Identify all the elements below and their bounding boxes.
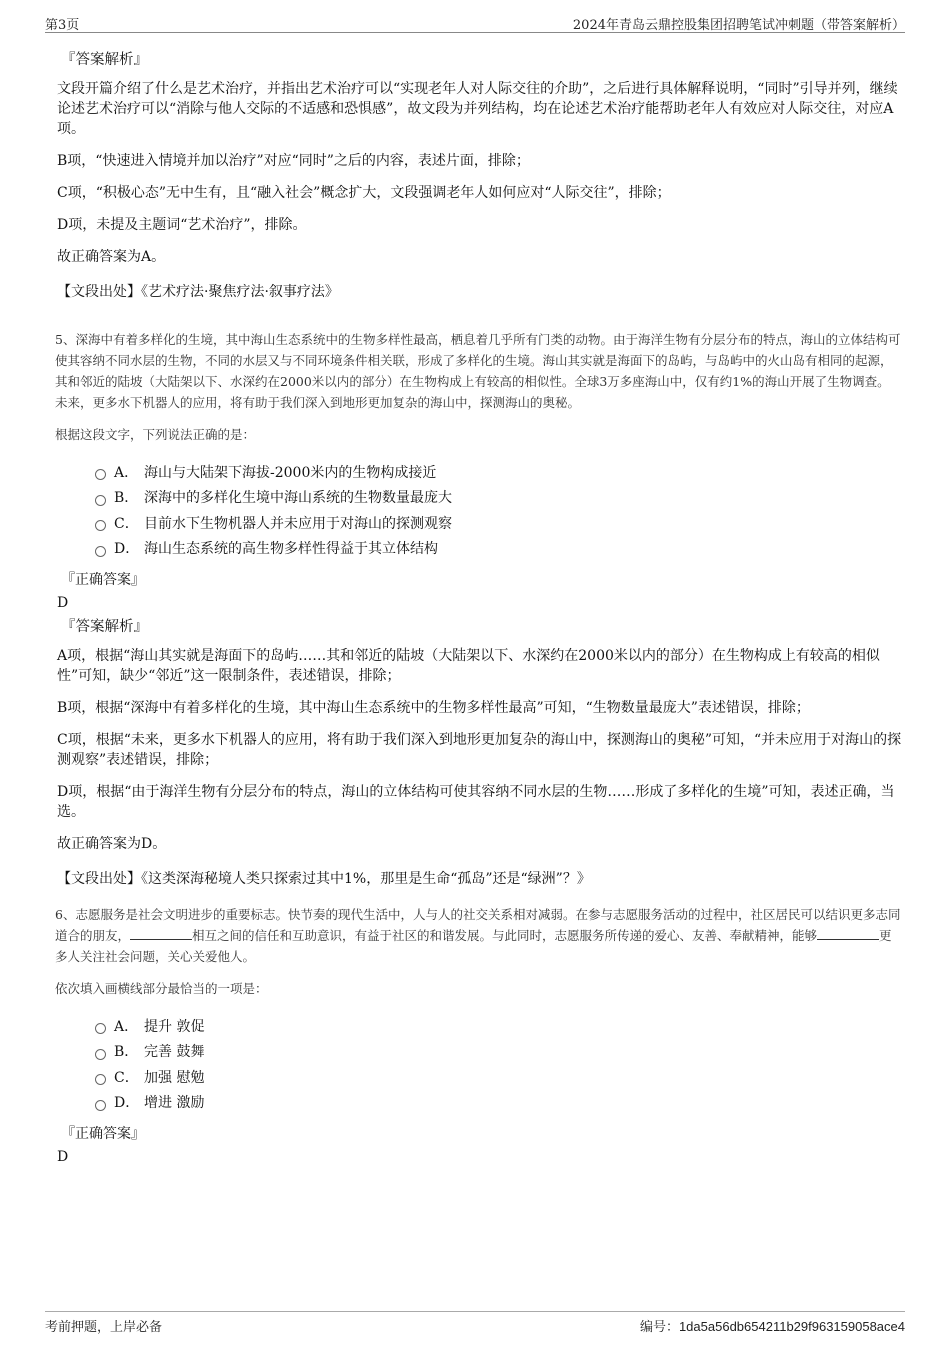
option-c[interactable] <box>95 1064 902 1090</box>
document-title: 2024年青岛云鼎控股集团招聘笔试冲刺题（带答案解析） <box>572 18 905 33</box>
analysis-paragraph: B项，“快速进入情境并加以治疗”对应“同时”之后的内容，表述片面，排除； <box>57 153 530 169</box>
fill-blank <box>130 927 192 940</box>
analysis-paragraph: D项，未提及主题词“艺术治疗”，排除。 <box>57 217 307 233</box>
page-footer <box>45 1311 905 1336</box>
correct-answer-label: 『正确答案』 <box>61 572 145 588</box>
radio-icon[interactable] <box>95 495 106 506</box>
option-text: 完善 鼓舞 <box>144 1044 205 1061</box>
option-letter: B． <box>114 1044 139 1061</box>
option-text: 增进 激励 <box>144 1095 205 1112</box>
option-letter: D． <box>114 1095 140 1112</box>
radio-icon[interactable] <box>95 520 106 531</box>
radio-icon[interactable] <box>95 546 106 557</box>
option-letter: A． <box>114 1018 139 1035</box>
option-text: 目前水下生物机器人并未应用于对海山的探测观察 <box>144 515 452 532</box>
option-c[interactable] <box>95 510 902 536</box>
option-letter: C． <box>114 515 139 532</box>
question-5-text: 5、深海中有着多样化的生境，其中海山生态系统中的生物多样性最高，栖息着几乎所有门类的动物。由于海洋生物有分层分布的特点，海山的立体结构可使其容纳不同水层的生物，不同的水层又与不同环境条件相关联，形成了多样化的生境。海山其实就是海面下的岛屿，与岛屿中的火山岛有相同的起源，其和邻近的陆坡（大陆架以下、水深约在2000米以内的部分）在生物构成上有较高的相似性。全球3万多座海山中，仅有约1%的海山开展了生物调查。未来，更多水下机器人的应用，将有助于我们深入到地形更加复杂的海山中，探测海山的奥秘。 <box>55 332 901 410</box>
option-text: 海山生态系统的高生物多样性得益于其立体结构 <box>144 541 438 558</box>
radio-icon[interactable] <box>95 1100 106 1111</box>
option-letter: B． <box>114 490 139 507</box>
option-d[interactable] <box>95 1090 902 1116</box>
option-text: 加强 慰勉 <box>144 1069 205 1086</box>
analysis-paragraph: C项，根据“未来，更多水下机器人的应用，将有助于我们深入到地形更加复杂的海山中，探测海山的奥秘”可知，“并未应用于对海山的探测观察”表述错误，排除； <box>57 732 902 768</box>
radio-icon[interactable] <box>95 1074 106 1085</box>
footer-slogan: 考前押题，上岸必备 <box>45 1320 163 1335</box>
radio-icon[interactable] <box>95 469 106 480</box>
option-letter: C． <box>114 1069 139 1086</box>
correct-answer-value: D <box>57 1149 69 1165</box>
radio-icon[interactable] <box>95 1049 106 1060</box>
correct-answer-label: 『正确答案』 <box>61 1126 145 1142</box>
page-header <box>45 10 905 33</box>
option-text: 海山与大陆架下海拔-2000米内的生物构成接近 <box>144 464 437 481</box>
option-letter: D． <box>114 541 140 558</box>
analysis-paragraph: A项，根据“海山其实就是海面下的岛屿……其和邻近的陆坡（大陆架以下、水深约在2000米以内的部分）在生物构成上有较高的相似性”可知，缺少“邻近”这一限制条件，表述错误，排除； <box>57 648 880 684</box>
analysis-paragraph: D项，根据“由于海洋生物有分层分布的特点，海山的立体结构可使其容纳不同水层的生物……形成了多样化的生境”可知，表述正确，当选。 <box>57 784 895 820</box>
page-content <box>57 42 902 1171</box>
page-number: 第3页 <box>45 18 80 33</box>
option-letter: A． <box>114 464 139 481</box>
question-6-text <box>55 904 902 967</box>
radio-icon[interactable] <box>95 1023 106 1034</box>
option-b[interactable] <box>95 1039 902 1065</box>
option-a[interactable] <box>95 459 902 485</box>
option-text: 提升 敦促 <box>144 1018 205 1035</box>
document-code: 编号：1da5a56db654211b29f963159058ace4 <box>639 1319 905 1334</box>
final-answer-line: 故正确答案为D。 <box>57 836 167 852</box>
question-6-options <box>95 1013 902 1115</box>
analysis-paragraph: B项，根据“深海中有着多样化的生境，其中海山生态系统中的生物多样性最高”可知，“生物数量最庞大”表述错误，排除； <box>57 700 810 716</box>
source-citation: 【文段出处】《这类深海秘境人类只探索过其中1%，那里是生命“孤岛”还是“绿洲”？》 <box>57 871 591 887</box>
question-6-text-part: 更多人关注社会问题，关心关爱他人。 <box>55 928 892 964</box>
correct-answer-value: D <box>57 595 69 611</box>
question-6-text-part: 6、志愿服务是社会文明进步的重要标志。快节奏的现代生活中，人与人的社交关系相对减弱。在参与志愿服务活动的过程中，社区居民可以结识更多志同道合的朋友， <box>55 907 901 943</box>
option-b[interactable] <box>95 485 902 511</box>
fill-blank <box>817 927 879 940</box>
option-text: 深海中的多样化生境中海山系统的生物数量最庞大 <box>144 490 452 507</box>
question-5-options <box>95 459 902 561</box>
analysis-paragraph: C项，“积极心态”无中生有，且“融入社会”概念扩大，文段强调老年人如何应对“人际交往”，排除； <box>57 185 671 201</box>
question-6-prompt: 依次填入画横线部分最恰当的一项是： <box>55 981 268 996</box>
analysis-paragraph: 文段开篇介绍了什么是艺术治疗，并指出艺术治疗可以“实现老年人对人际交往的介助”，之后进行具体解释说明，“同时”引导并列，继续论述艺术治疗可以“消除与他人交际的不适感和恐惧感”，故文段为并列结构，均在论述艺术治疗能帮助老年人有效应对人际交往，对应A项。 <box>57 81 898 137</box>
question-6-text-part: 相互之间的信任和互助意识，有益于社区的和谐发展。与此同时，志愿服务所传递的爱心、友善、奉献精神，能够 <box>192 928 818 943</box>
source-citation: 【文段出处】《艺术疗法·聚焦疗法·叙事疗法》 <box>57 284 339 300</box>
option-a[interactable] <box>95 1013 902 1039</box>
analysis-label: 『答案解析』 <box>61 52 148 68</box>
option-d[interactable] <box>95 536 902 562</box>
question-5-prompt: 根据这段文字，下列说法正确的是： <box>55 427 256 442</box>
analysis-label: 『答案解析』 <box>61 619 148 635</box>
final-answer-line: 故正确答案为A。 <box>57 249 166 265</box>
